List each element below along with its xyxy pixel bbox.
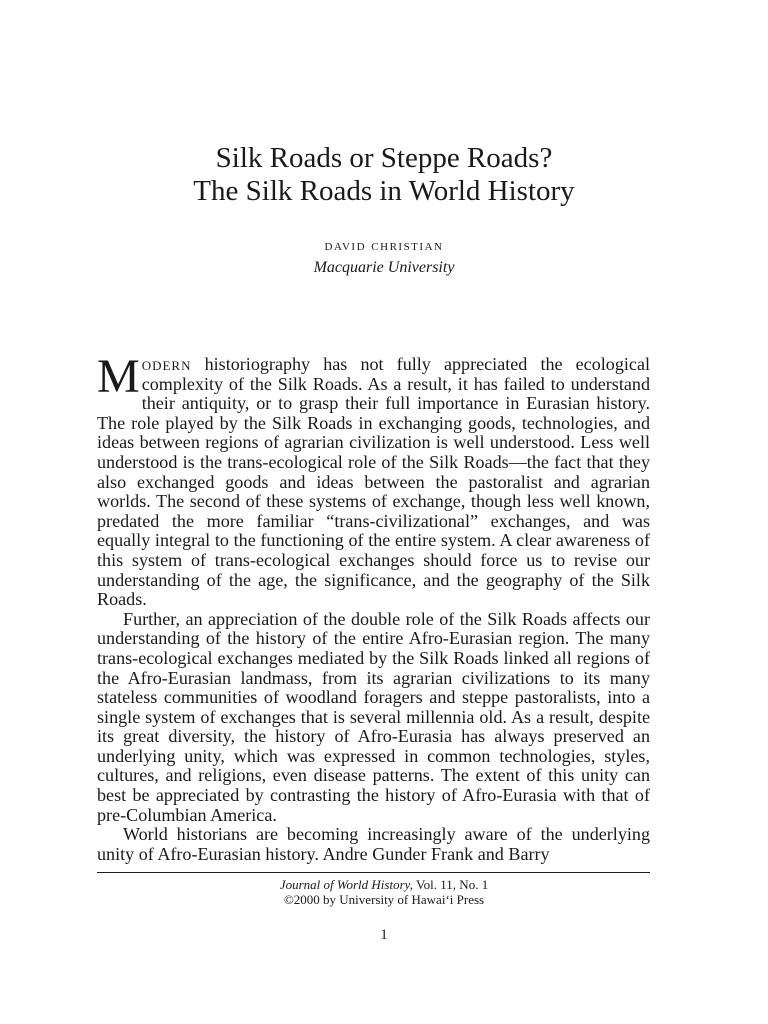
paragraph-1-text: historiography has not fully appreciated the ecological complexity of the Silk Roads. As a result, it has failed to understand their antiquity, or to grasp their full importance in Eurasian history. The role played by the Silk Roads in exchanging goods, technologies, and ideas between regions of agrarian civilization is well understood. Less well understood is the trans-ecological role of the Silk Roads—the fact that they also exchanged goods and ideas between the pastoralist and agrarian worlds. The second of these systems of exchange, though less well known, predated the more familiar “trans-civilizational” exchanges, and was equally integral to the functioning of the entire system. A clear awareness of this system of trans-ecological exchanges should force us to revise our understanding of the age, the significance, and the geography of the Silk Roads. — [97, 354, 650, 610]
footer-rule — [97, 872, 650, 873]
paragraph-2: Further, an appreciation of the double role of the Silk Roads affects our understanding of the history of the entire Afro-Eurasian region. The many trans-ecological exchanges mediated by the Silk Roads linked all regions of the Afro-Eurasian landmass, from its agrarian civilizations to its many stateless communities of woodland foragers and steppe pastoralists, into a single system of exchanges that is several millennia old. As a result, despite its great diversity, the history of Afro-Eurasia has always preserved an underlying unity, which was expressed in common technologies, styles, cultures, and religions, even disease patterns. The extent of this unity can best be appreciated by contrasting the history of Afro-Eurasia with that of pre-Columbian America. — [97, 608, 650, 825]
article-body — [97, 350, 650, 864]
drop-cap: M — [97, 350, 140, 403]
article-title-line-1: Silk Roads or Steppe Roads? — [215, 142, 553, 174]
journal-name: Journal of World History, — [279, 877, 413, 892]
author-name: david christian — [324, 238, 444, 254]
journal-volume: Vol. 11, No. 1 — [412, 877, 489, 892]
paragraph-3: World historians are becoming increasingly aware of the underlying unity of Afro-Eurasian history. Andre Gunder Frank and Barry — [97, 824, 650, 864]
article-title-line-2: The Silk Roads in World History — [193, 175, 575, 207]
journal-citation — [0, 877, 768, 893]
lead-smallcaps: odern — [141, 354, 192, 374]
page-number: 1 — [380, 927, 388, 943]
paragraph-1 — [97, 350, 650, 610]
copyright-line: ©2000 by University of Hawai‘i Press — [283, 892, 485, 907]
author-affiliation: Macquarie University — [313, 259, 455, 276]
